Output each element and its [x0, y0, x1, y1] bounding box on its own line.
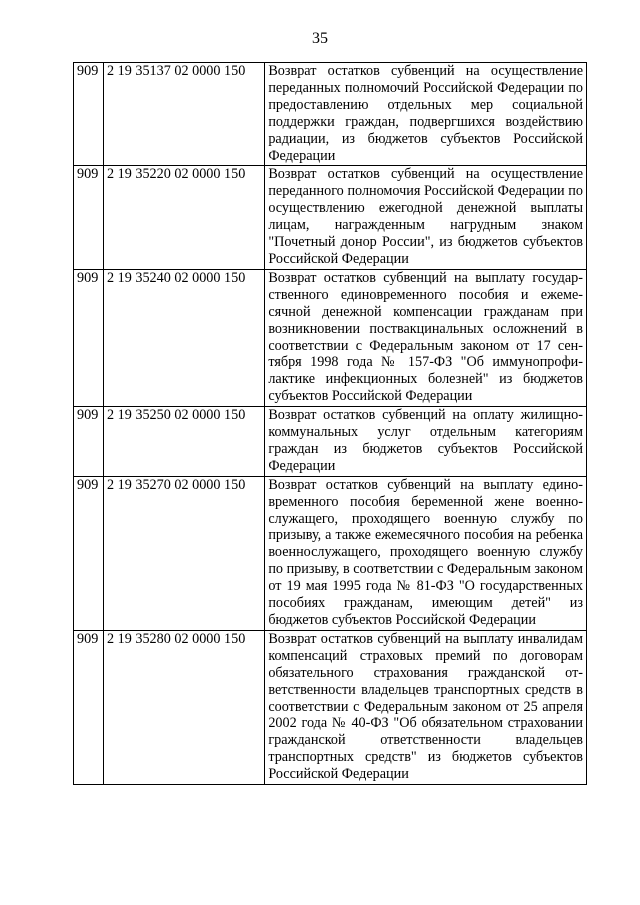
- budget-codes-table: [73, 62, 587, 785]
- table-row: [74, 476, 587, 630]
- income-name-cell: Возврат остатков субвенций на оплату жилищно-коммунальных услуг отдельным категориям граждан из бюджетов субъектов Российской Федерации: [265, 407, 587, 477]
- admin-code-cell: 909: [74, 407, 104, 477]
- page-number: 35: [312, 30, 328, 47]
- admin-code-cell: 909: [74, 630, 104, 784]
- income-name-cell: Возврат остатков субвенций на выплату государственного единовременного пособия и ежемесячной денежной компенсации гражданам при возникновении поствакцинальных осложнений в соответствии с Федеральным законом от 17 сентября 1998 года № 157-ФЗ "Об иммунопрофилактике инфекционных болезней" из бюджетов субъектов Российской Федерации: [265, 269, 587, 406]
- income-name-cell: Возврат остатков субвенций на выплату единовременного пособия беременной жене военнослужащего, проходящего военную службу по призыву, а также ежемесячного пособия на ребенка военнослужащего, проходящего военную службу по призыву, в соответствии с Федеральным законом от 19 мая 1995 года № 81-ФЗ "О государственных пособиях гражданам, имеющим детей" из бюджетов субъектов Российской Федерации: [265, 476, 587, 630]
- table-row: [74, 407, 587, 477]
- income-name-cell: Возврат остатков субвенций на осуществление переданного полномочия Российской Федерации по осуществлению ежегодной денежной выплаты лицам, награжденным нагрудным знаком "Почетный донор России", из бюджетов субъектов Российской Федерации: [265, 166, 587, 269]
- table-row: [74, 63, 587, 166]
- budget-code-cell: 2 19 35250 02 0000 150: [103, 407, 264, 477]
- table-row: [74, 630, 587, 784]
- admin-code-cell: 909: [74, 166, 104, 269]
- budget-code-cell: 2 19 35280 02 0000 150: [103, 630, 264, 784]
- admin-code-cell: 909: [74, 476, 104, 630]
- table-row: [74, 166, 587, 269]
- budget-code-cell: 2 19 35240 02 0000 150: [103, 269, 264, 406]
- table-row: [74, 269, 587, 406]
- income-name-cell: Возврат остатков субвенций на выплату инвалидам компенсаций страховых премий по договорам обязательного страхования гражданской ответственности владельцев транспортных средств в соответствии с Федеральным законом от 25 апреля 2002 года № 40-ФЗ "Об обязательном страховании гражданской ответственности владельцев транспортных средств" из бюджетов субъектов Российской Федерации: [265, 630, 587, 784]
- budget-code-cell: 2 19 35270 02 0000 150: [103, 476, 264, 630]
- admin-code-cell: 909: [74, 63, 104, 166]
- income-name-cell: Возврат остатков субвенций на осуществление переданных полномочий Российской Федерации по предоставлению отдельных мер социальной поддержки граждан, подвергшихся воздействию радиации, из бюджетов субъектов Российской Федерации: [265, 63, 587, 166]
- budget-code-cell: 2 19 35220 02 0000 150: [103, 166, 264, 269]
- budget-code-cell: 2 19 35137 02 0000 150: [103, 63, 264, 166]
- admin-code-cell: 909: [74, 269, 104, 406]
